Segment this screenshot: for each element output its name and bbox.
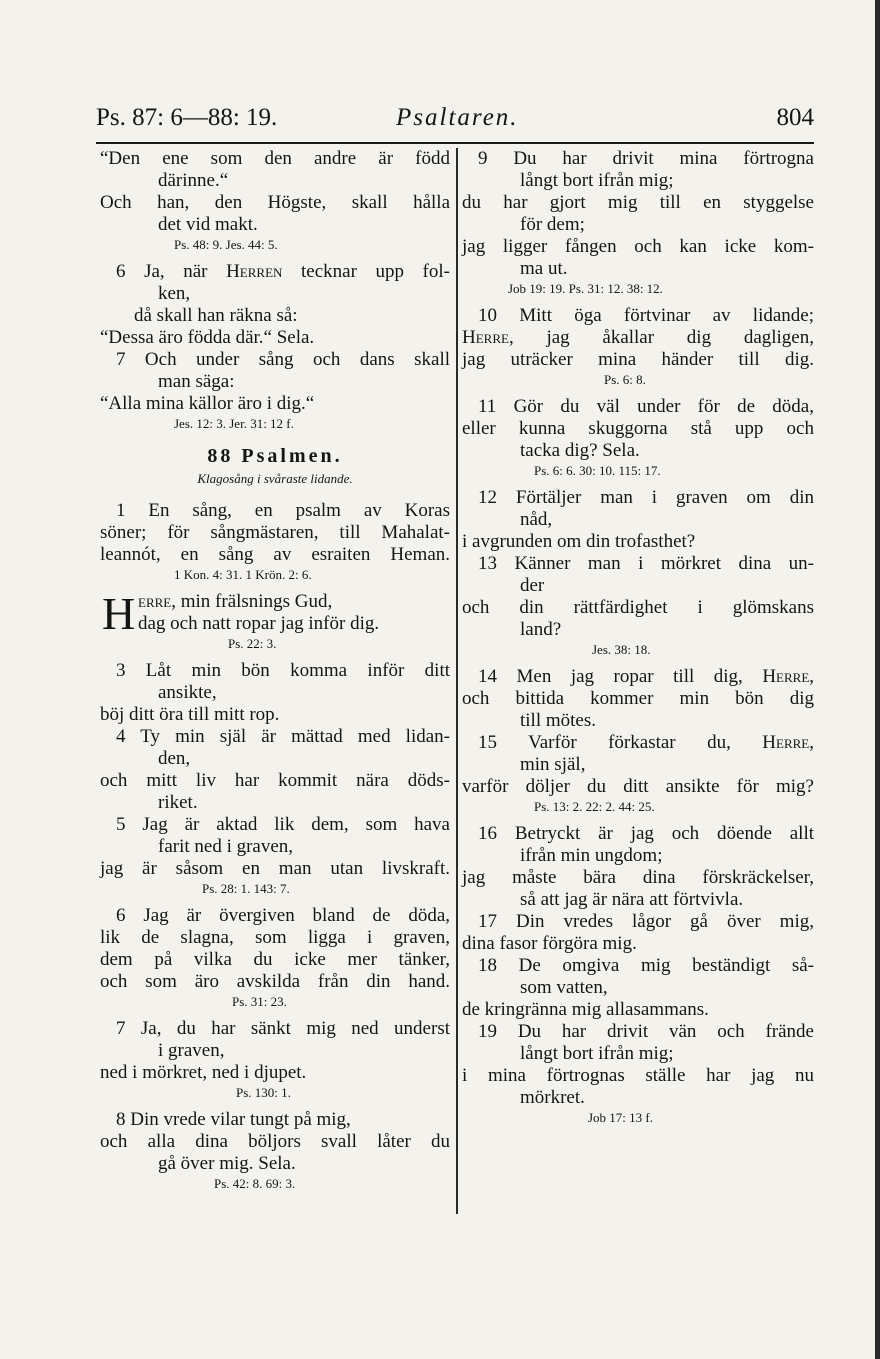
verse-line: “Dessa äro födda där.“ Sela. bbox=[100, 327, 315, 348]
verse-line: för dem; bbox=[520, 214, 585, 235]
cross-reference: Ps. 42: 8. 69: 3. bbox=[214, 1176, 296, 1191]
verse-line: 5 Jag är aktad lik dem, som hava bbox=[116, 814, 450, 835]
dropcap-verse bbox=[100, 588, 450, 639]
verse-line: det vid makt. bbox=[158, 214, 258, 235]
verse-line: i avgrunden om din trofasthet? bbox=[462, 531, 696, 552]
verse-line: varför döljer du ditt ansikte för mig? bbox=[462, 776, 814, 797]
verse-line: 16 Betryckt är jag och döende allt bbox=[478, 823, 814, 844]
verse-line: till mötes. bbox=[520, 710, 596, 731]
verse-line: 6 Jag är övergiven bland de döda, bbox=[116, 905, 450, 926]
verse-line bbox=[462, 327, 814, 349]
verse-line: der bbox=[520, 575, 545, 596]
divine-name: Herre, bbox=[762, 666, 815, 687]
page-edge bbox=[875, 0, 880, 1359]
divine-name: Herre, bbox=[462, 327, 514, 348]
verse-line: mörkret. bbox=[520, 1087, 585, 1108]
cross-reference: Jes. 38: 18. bbox=[592, 642, 651, 657]
verse-line bbox=[462, 666, 814, 688]
verse-line: eller kunna skuggorna stå upp och bbox=[462, 418, 814, 439]
verse-line: leannót, en sång av esraiten Heman. bbox=[100, 544, 450, 565]
chapter-range: Ps. 87: 6—88: 19. bbox=[96, 104, 278, 131]
verse-line: 4 Ty min själ är mättad med lidan- bbox=[116, 726, 450, 747]
verse-line: lik de slagna, som ligga i graven, bbox=[100, 927, 450, 948]
verse-line: de kringränna mig allasammans. bbox=[462, 999, 709, 1020]
verse-line: så att jag är nära att förtvivla. bbox=[520, 889, 744, 910]
verse-line bbox=[100, 591, 450, 613]
verse-line: 8 Din vrede vilar tungt på mig, bbox=[116, 1109, 351, 1130]
verse-line: då skall han räkna så: bbox=[134, 305, 298, 326]
verse-line: 7 Och under sång och dans skall bbox=[116, 349, 450, 370]
verse-line: 12 Förtäljer man i graven om din bbox=[478, 487, 814, 508]
verse-line: långt bort ifrån mig; bbox=[520, 1043, 674, 1064]
verse-line: den, bbox=[158, 748, 191, 769]
cross-reference: Ps. 13: 2. 22: 2. 44: 25. bbox=[534, 799, 655, 814]
verse-text: min frälsnings Gud, bbox=[175, 591, 333, 612]
cross-reference: Ps. 22: 3. bbox=[228, 636, 277, 651]
verse-line: jag måste bära dina förskräckelser, bbox=[462, 867, 814, 888]
cross-reference: Jes. 12: 3. Jer. 31: 12 f. bbox=[174, 416, 294, 431]
verse-line: och mitt liv har kommit nära döds- bbox=[100, 770, 450, 791]
verse-line: “Alla mina källor äro i dig.“ bbox=[100, 393, 315, 414]
verse-line: farit ned i graven, bbox=[158, 836, 294, 857]
verse-line: som vatten, bbox=[520, 977, 608, 998]
verse-line: ifrån min ungdom; bbox=[520, 845, 663, 866]
cross-reference: Job 19: 19. Ps. 31: 12. 38: 12. bbox=[508, 281, 663, 296]
psalm-subtitle: Klagosång i svåraste lidande. bbox=[197, 471, 353, 486]
verse-line: långt bort ifrån mig; bbox=[520, 170, 674, 191]
verse-line: Och han, den Högste, skall hålla bbox=[100, 192, 450, 213]
drop-cap: H bbox=[102, 588, 136, 639]
verse-text: jag åkallar dig dagligen, bbox=[513, 327, 814, 348]
cross-reference: Ps. 48: 9. Jes. 44: 5. bbox=[174, 237, 278, 252]
verse-line: och bittida kommer min bön dig bbox=[462, 688, 814, 709]
verse-line: 18 De omgiva mig beständigt så- bbox=[478, 955, 814, 976]
verse-line: jag uträcker mina händer till dig. bbox=[462, 349, 814, 370]
left-column bbox=[100, 148, 450, 1200]
cross-reference: Ps. 130: 1. bbox=[236, 1085, 291, 1100]
verse-line: ansikte, bbox=[158, 682, 217, 703]
header-rule bbox=[96, 142, 814, 144]
verse-line: och som äro avskilda från din hand. bbox=[100, 971, 450, 992]
verse-line: gå över mig. Sela. bbox=[158, 1153, 296, 1174]
verse-line: 3 Låt min bön komma inför ditt bbox=[116, 660, 450, 681]
page-number: 804 bbox=[776, 104, 814, 131]
verse-line: och din rättfärdighet i glömskans bbox=[462, 597, 814, 618]
verse-line: 19 Du har drivit vän och frände bbox=[478, 1021, 814, 1042]
verse-line: jag ligger fången och kan icke kom- bbox=[462, 236, 814, 257]
right-column bbox=[462, 148, 814, 1134]
verse-line: ken, bbox=[158, 283, 191, 304]
verse-text: 6 Ja, när bbox=[116, 261, 208, 282]
verse-line: i mina förtrognas ställe har jag nu bbox=[462, 1065, 814, 1086]
verse-line: ned i mörkret, ned i djupet. bbox=[100, 1062, 307, 1083]
verse-line: dag och natt ropar jag inför dig. bbox=[138, 613, 380, 634]
verse-text: tecknar upp fol- bbox=[301, 261, 450, 282]
verse-line bbox=[100, 261, 450, 283]
book-title: Psaltaren. bbox=[396, 104, 519, 131]
verse-line: böj ditt öra till mitt rop. bbox=[100, 704, 280, 725]
verse-line: 9 Du har drivit mina förtrogna bbox=[478, 148, 814, 169]
verse-line: tacka dig? Sela. bbox=[520, 440, 640, 461]
column-divider bbox=[456, 148, 458, 1214]
verse-line: du har gjort mig till en styggelse bbox=[462, 192, 814, 213]
verse-line: ma ut. bbox=[520, 258, 568, 279]
verse-line: 1 En sång, en psalm av Koras bbox=[116, 500, 450, 521]
divine-name: Herre, bbox=[762, 732, 814, 753]
verse-line: i graven, bbox=[158, 1040, 225, 1061]
verse-line: dem på vilka du icke mer tänker, bbox=[100, 949, 450, 970]
verse-line: riket. bbox=[158, 792, 198, 813]
verse-text: 14 Men jag ropar till dig, bbox=[478, 666, 743, 687]
verse-line: söner; för sångmästaren, till Mahalat- bbox=[100, 522, 450, 543]
verse-line bbox=[462, 732, 814, 754]
cross-reference: Ps. 6: 6. 30: 10. 115: 17. bbox=[534, 463, 661, 478]
verse-line: 13 Känner man i mörkret dina un- bbox=[478, 553, 814, 574]
verse-line: därinne.“ bbox=[158, 170, 229, 191]
cross-reference: Job 17: 13 f. bbox=[588, 1110, 653, 1125]
verse-line: 11 Gör du väl under för de döda, bbox=[478, 396, 814, 417]
verse-line: 17 Din vredes lågor gå över mig, bbox=[478, 911, 814, 932]
verse-line: min själ, bbox=[520, 754, 586, 775]
verse-line: “Den ene som den andre är född bbox=[100, 148, 450, 169]
psalm-heading: 88 Psalmen. bbox=[207, 445, 343, 467]
cross-reference: Ps. 6: 8. bbox=[604, 372, 646, 387]
cross-reference: Ps. 28: 1. 143: 7. bbox=[202, 881, 290, 896]
verse-line: jag är såsom en man utan livskraft. bbox=[100, 858, 450, 879]
verse-text: 15 Varför förkastar du, bbox=[478, 732, 731, 753]
page-header bbox=[96, 104, 814, 142]
verse-line: och alla dina böljors svall låter du bbox=[100, 1131, 450, 1152]
verse-line: nåd, bbox=[520, 509, 553, 530]
divine-name: erre, bbox=[138, 591, 176, 612]
verse-line: land? bbox=[520, 619, 562, 640]
verse-line: 10 Mitt öga förtvinar av lidande; bbox=[478, 305, 814, 326]
divine-name: Herren bbox=[226, 261, 283, 282]
verse-line: 7 Ja, du har sänkt mig ned underst bbox=[116, 1018, 450, 1039]
verse-line: man säga: bbox=[158, 371, 235, 392]
verse-line: dina fasor förgöra mig. bbox=[462, 933, 637, 954]
cross-reference: 1 Kon. 4: 31. 1 Krön. 2: 6. bbox=[174, 567, 312, 582]
cross-reference: Ps. 31: 23. bbox=[232, 994, 287, 1009]
